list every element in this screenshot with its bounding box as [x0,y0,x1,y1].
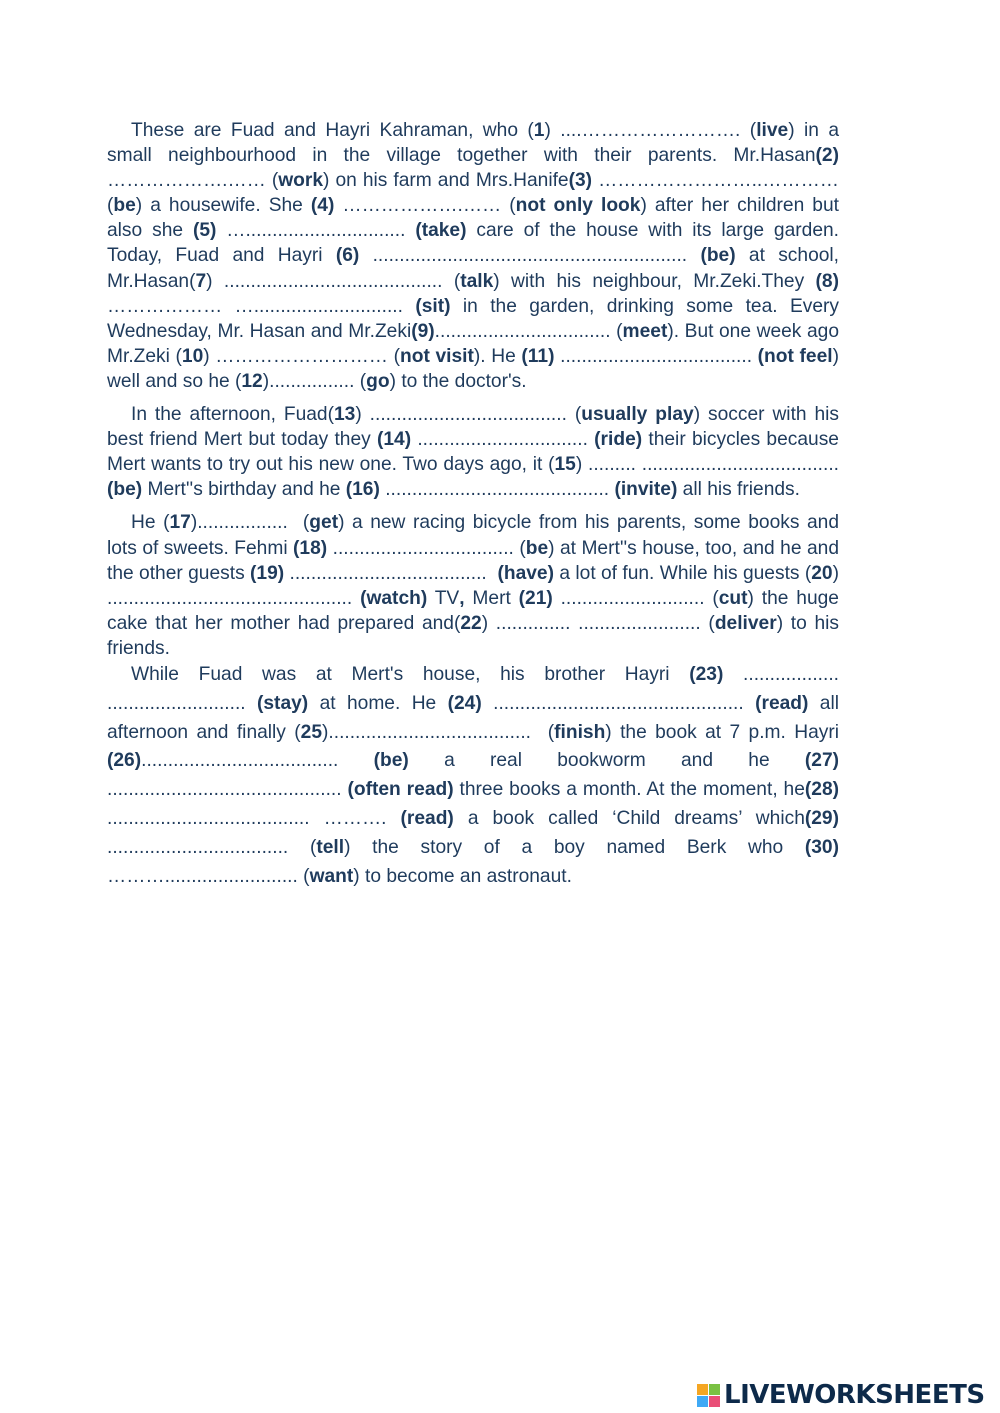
body-text: ) ......................................... ( [206,270,461,292]
body-text: ............................................... [481,692,756,714]
body-text: ) to the doctor's. [389,370,527,392]
prompt-text: (14) [376,429,412,451]
prompt-text: (5) [192,220,217,242]
prompt-text: (read) [755,692,809,714]
prompt-text: (11) [521,345,555,367]
body-text: Mert [464,587,519,609]
liveworksheets-logo [697,1380,985,1410]
body-text: ……………… …............................ [107,270,845,317]
body-text: ….............................. [216,220,416,242]
prompt-text: (2) [815,145,839,167]
body-text: ) the huge cake that her mother had prepared and( [107,587,845,634]
body-text: .................................... [554,345,758,367]
body-text: ) to become an astronaut. [353,865,572,887]
prompt-text: 7 [195,270,207,292]
body-text: ) well and so he ( [107,345,845,392]
body-text: ) the story of a boy named Berk who [344,836,805,858]
prompt-text: (be) [107,479,143,501]
body-text: ) ..................................... ( [355,404,582,426]
prompt-text: , [459,587,465,609]
body-text: ) soccer with his best friend Mert but today they [107,404,845,451]
body-text: He ( [131,512,170,534]
prompt-text: 15 [554,454,576,476]
body-text: ……………….…… ( [107,145,845,192]
prompt-text: 22 [460,612,482,634]
prompt-text: (16) [345,479,380,501]
body-text: ). He [473,345,522,367]
body-text: In the afternoon, Fuad( [131,404,334,426]
prompt-text: (stay) [257,692,309,714]
body-text: ...................................... ………. [107,779,845,829]
body-text: .......................................... [379,479,615,501]
body-text: .................. .......................... [107,663,845,714]
body-text: )...................................... ( [322,721,555,743]
prompt-text: go [366,370,390,392]
body-text: a book called ‘Child dreams’ which [453,807,805,829]
prompt-text: (26) [107,750,142,772]
paragraph-4 [107,661,845,891]
logo-icon [697,1384,720,1407]
logo-square-2 [709,1384,720,1395]
logo-square-3 [697,1396,708,1407]
prompt-text: (21) [518,587,553,609]
prompt-text: (not feel [757,345,833,367]
body-text: their bicycles because Mert wants to try out his new one. Two days ago, it ( [107,429,845,476]
prompt-text: (8) [815,270,839,292]
body-text: ……………….…… ( [334,195,516,217]
prompt-text: 25 [300,721,323,743]
prompt-text: cut [718,587,748,609]
prompt-text: (be) [373,750,409,772]
body-text: .................................. ( [327,537,526,559]
prompt-text: (sit) [415,295,451,317]
body-text: a lot of fun. While his guests ( [554,562,812,584]
prompt-text: work [278,170,324,192]
prompt-text: 12 [241,370,263,392]
body-text: ) a housewife. She [135,195,311,217]
body-text: care of the house with its large garden. Today, Fuad and Hayri [107,220,844,267]
prompt-text: (often read) [347,779,454,801]
body-text: ) .............. ....................... ( [481,612,715,634]
body-text: .................................. ( [107,807,845,858]
prompt-text: (take) [415,220,467,242]
body-text: at school, Mr.Hasan( [107,245,845,292]
body-text: TV [427,587,460,609]
body-text: all afternoon and finally ( [107,692,845,743]
body-text: ............................................ [107,750,845,801]
body-text: ) a new racing bicycle from his parents, some books and lots of sweets. Fehmi [107,512,845,559]
prompt-text: (9) [411,320,435,342]
prompt-text: (be) [700,245,736,267]
prompt-text: (have) [497,562,554,584]
prompt-text: be [525,537,549,559]
body-text: )................ ( [262,370,367,392]
body-text: ..................................... [141,750,374,772]
prompt-text: (18) [293,537,328,559]
prompt-text: (4) [310,195,335,217]
body-text: ) the book at 7 p.m. Hayri [605,721,845,743]
prompt-text: 13 [334,404,356,426]
prompt-text: tell [316,836,345,858]
body-text: ) at Mert''s house, too, and he and the other guests [107,537,845,584]
body-text: )................. ( [190,512,310,534]
body-text: ) ....……………………. ( [544,120,757,141]
prompt-text: not visit [400,345,474,367]
prompt-text: (watch) [360,587,428,609]
prompt-text: be [113,195,136,217]
logo-square-1 [697,1384,708,1395]
prompt-text: 20 [811,562,833,584]
prompt-text: deliver [714,612,777,634]
prompt-text: live [756,120,789,141]
body-text: ........................... ( [552,587,719,609]
prompt-text: (ride) [594,429,643,451]
prompt-text: (24) [447,692,482,714]
prompt-text: (27) [804,750,840,772]
prompt-text: (30) [804,836,839,858]
paragraph-3 [107,510,845,661]
body-text: at home. He [308,692,448,714]
body-text: ) ......... ..................................... [575,454,845,476]
prompt-text: (23) [689,663,724,685]
body-text: ) on his farm and Mrs.Hanife [323,170,569,192]
body-text: ..................................... [284,562,498,584]
body-text: ………......................... ( [107,836,845,887]
prompt-text: (29) [804,807,839,829]
body-text: a real bookworm and he [408,750,805,772]
body-text: ) with his neighbour, Mr.Zeki.They [493,270,816,292]
body-text: all his friends. [677,479,800,501]
prompt-text: (19) [250,562,285,584]
body-text: ........................................................... [359,245,701,267]
prompt-text: (3) [568,170,593,192]
body-text: in the garden, drinking some tea. Every Wednesday, Mr. Hasan and Mr.Zeki [107,295,845,342]
body-text: ................................ [411,429,595,451]
body-text: ................................. ( [434,320,623,342]
body-text: ) ……………………… ( [203,345,401,367]
prompt-text: (6) [335,245,360,267]
prompt-text: 17 [169,512,191,534]
prompt-text: 1 [533,120,545,141]
worksheet-body [107,118,845,891]
prompt-text: want [309,865,354,887]
body-text: ). But one week ago Mr.Zeki ( [107,320,845,367]
body-text: ) after her children but also she [107,195,845,242]
prompt-text: finish [554,721,606,743]
prompt-text: talk [460,270,494,292]
prompt-text: meet [622,320,668,342]
body-text: Mert''s birthday and he [142,479,346,501]
prompt-text: 10 [181,345,204,367]
prompt-text: usually play [581,404,694,426]
prompt-text: (28) [804,779,840,801]
paragraph-2 [107,402,845,502]
body-text: ) to his friends. [107,612,845,659]
body-text: ) in a small neighbourhood in the village together with their parents. Mr.Hasan [107,120,845,167]
prompt-text: not only look [515,195,641,217]
body-text: three books a month. At the moment, he [453,779,805,801]
prompt-text: get [309,512,339,534]
logo-square-4 [709,1396,720,1407]
logo-text: LIVEWORKSHEETS [724,1380,985,1410]
body-text: While Fuad was at Mert's house, his brother Hayri [131,663,690,685]
paragraph-1 [107,118,845,394]
body-text: These are Fuad and Hayri Kahraman, who ( [131,120,534,141]
prompt-text: (read) [400,807,454,829]
body-text: ……………………..………… ( [107,170,845,217]
prompt-text: (invite) [614,479,678,501]
body-text: ) .............................................. [107,562,845,609]
